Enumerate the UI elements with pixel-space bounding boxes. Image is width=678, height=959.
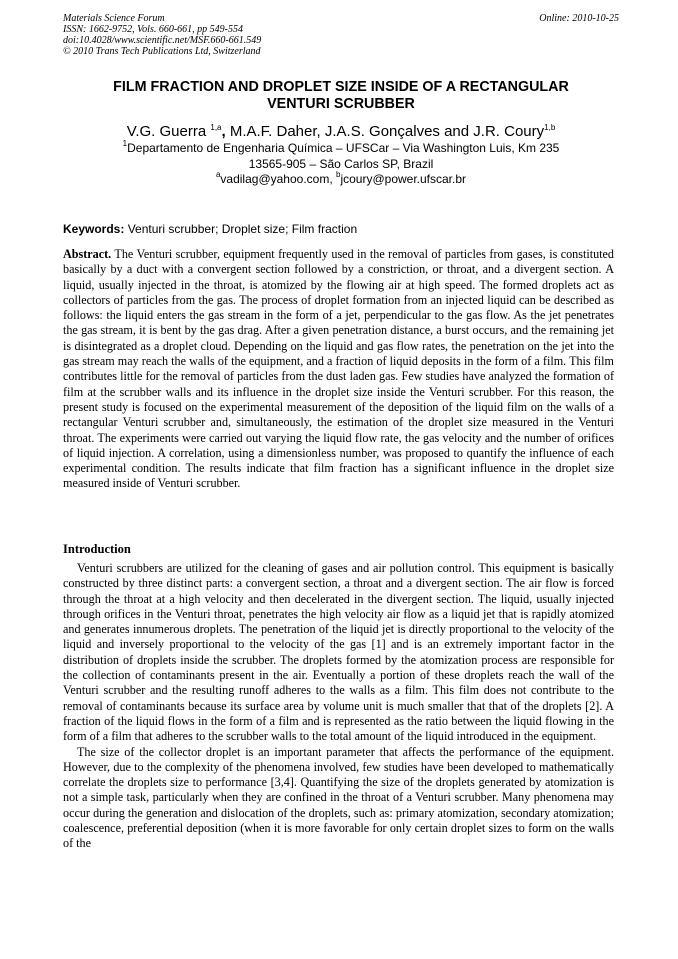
- affiliation-line-2: 13565-905 – São Carlos SP, Brazil: [248, 156, 434, 171]
- keywords-text: Venturi scrubber; Droplet size; Film fraction: [124, 222, 358, 236]
- introduction-heading: Introduction: [63, 542, 131, 556]
- keywords: [63, 222, 619, 236]
- doi-line: doi:10.4028/www.scientific.net/MSF.660-661.549: [63, 35, 262, 46]
- affiliation-mark: 1: [122, 139, 128, 148]
- affiliation-line-1: [63, 141, 619, 157]
- affiliation-department: Departamento de Engenharia Química – UFSCar – Via Washington Luis, Km 235: [127, 141, 560, 155]
- author-first-affil-mark: 1,a: [210, 123, 222, 132]
- email-b: jcoury@power.ufscar.br: [340, 172, 467, 186]
- email-mark-b: b: [336, 170, 341, 179]
- keywords-label: Keywords:: [63, 222, 125, 236]
- author-list: [63, 123, 619, 141]
- author-separator: ,: [221, 123, 226, 140]
- header-left: [63, 13, 619, 57]
- author-rest: M.A.F. Daher, J.A.S. Gonçalves and J.R. Coury: [225, 123, 545, 140]
- abstract: [63, 247, 614, 492]
- introduction-paragraph-1: Venturi scrubbers are utilized for the cleaning of gases and air pollution control. This equipment is basically constructed by three distinct parts: a convergent section, a throat and a divergent section. The air flow is forced through the throat at a high velocity and then decelerated in the divergent section. The liquid, usually injected through orifices in the Venturi throat, penetrates the high velocity air flow as a liquid jet that is rapidly atomized and generates innumerous droplets. The penetration of the liquid jet is directly proportional to the velocity of the liquid and inversely proportional to the velocity of the gas [1] and is an extremely important factor in the distribution of droplets inside the scrubber. The droplets formed by the atomization process are responsible for the collection of contaminants present in the air. Eventually a portion of these droplets reach the wall of the Venturi scrubber and the resulting runoff adheres to the walls as a film. This film does not contribute to the removal of contaminants because its surface area by volume unit is much smaller that that of the droplets [2]. A fraction of the liquid flows in the form of a film and is represented as the ratio between the liquid flowing in the form of a film that adheres to the scrubber walls to the total amount of the liquid introduced in the equipment.: [63, 561, 614, 744]
- introduction-body: [63, 561, 614, 852]
- journal-name: Materials Science Forum: [63, 13, 165, 24]
- author-last-affil-mark: 1,b: [544, 123, 556, 132]
- issn-line: ISSN: 1662-9752, Vols. 660-661, pp 549-554: [63, 24, 243, 35]
- copyright-line: © 2010 Trans Tech Publications Ltd, Switzerland: [63, 46, 261, 57]
- paper-title: [63, 79, 619, 113]
- abstract-label: Abstract.: [63, 247, 112, 261]
- title-line-1: FILM FRACTION AND DROPLET SIZE INSIDE OF A RECTANGULAR: [113, 79, 569, 95]
- author-first: V.G. Guerra: [126, 123, 207, 140]
- author-emails: [63, 172, 619, 188]
- introduction-paragraph-2: The size of the collector droplet is an important parameter that affects the performance of the equipment. However, due to the complexity of the phenomena involved, few studies have been developed to mathematically correlate the droplets size to performance [3,4]. Quantifying the size of the droplets generated by atomization is not a simple task, particularly when they are confined in the throat of a Venturi scrubber. Many phenomena may occur during the generation and dislocation of the droplets, such as: primary atomization, secondary atomization; coalescence, preferential deposition (when it is more favorable for only certain droplet sizes to form on the walls of the: [63, 744, 614, 851]
- title-line-2: VENTURI SCRUBBER: [267, 96, 415, 112]
- online-date: Online: 2010-10-25: [539, 13, 619, 24]
- affiliation: [63, 141, 619, 172]
- email-mark-a: a: [215, 170, 221, 179]
- email-a: vadilag@yahoo.com,: [220, 172, 336, 186]
- journal-header: [63, 13, 619, 57]
- abstract-text: The Venturi scrubber, equipment frequently used in the removal of particles from gases, is constituted basically by a duct with a convergent section followed by a constriction, or throat, and a divergent section. A liquid, usually injected in the throat, is atomized by the flowing air at high speed. The formed droplets act as collectors of particles from the gas. The process of droplet formation from an injected liquid can be described as follows: the liquid enters the gas stream in the form of a jet, perpendicular to the gas flow. As the jet penetrates the gas stream, it is bent by the gas drag. After a given penetration distance, a burst occurs, and the remaining jet is disintegrated as a droplet cloud. Depending on the liquid and gas flow rates, the penetration on the jet into the gas stream may reach the walls of the equipment, and a fraction of liquid deposits in the form of a film. This film contributes little for the removal of particles from the dust laden gas. Few studies have analyzed the formation of film at the scrubber walls and its influence in the droplet size inside the Venturi scrubber. For this reason, the present study is focused on the experimental measurement of the deposition of the liquid film on the walls of a rectangular Venturi scrubber and, simultaneously, the estimation of the droplet size measured in the Venturi throat. The experiments were carried out varying the liquid flow rate, the gas velocity and the number of orifices of liquid injection. A correlation, using a dimensionless number, was proposed to quantify the influence of each experimental condition. The results indicate that film fraction has a significant influence in the droplet size measured inside of Venturi scrubber.: [63, 247, 614, 491]
